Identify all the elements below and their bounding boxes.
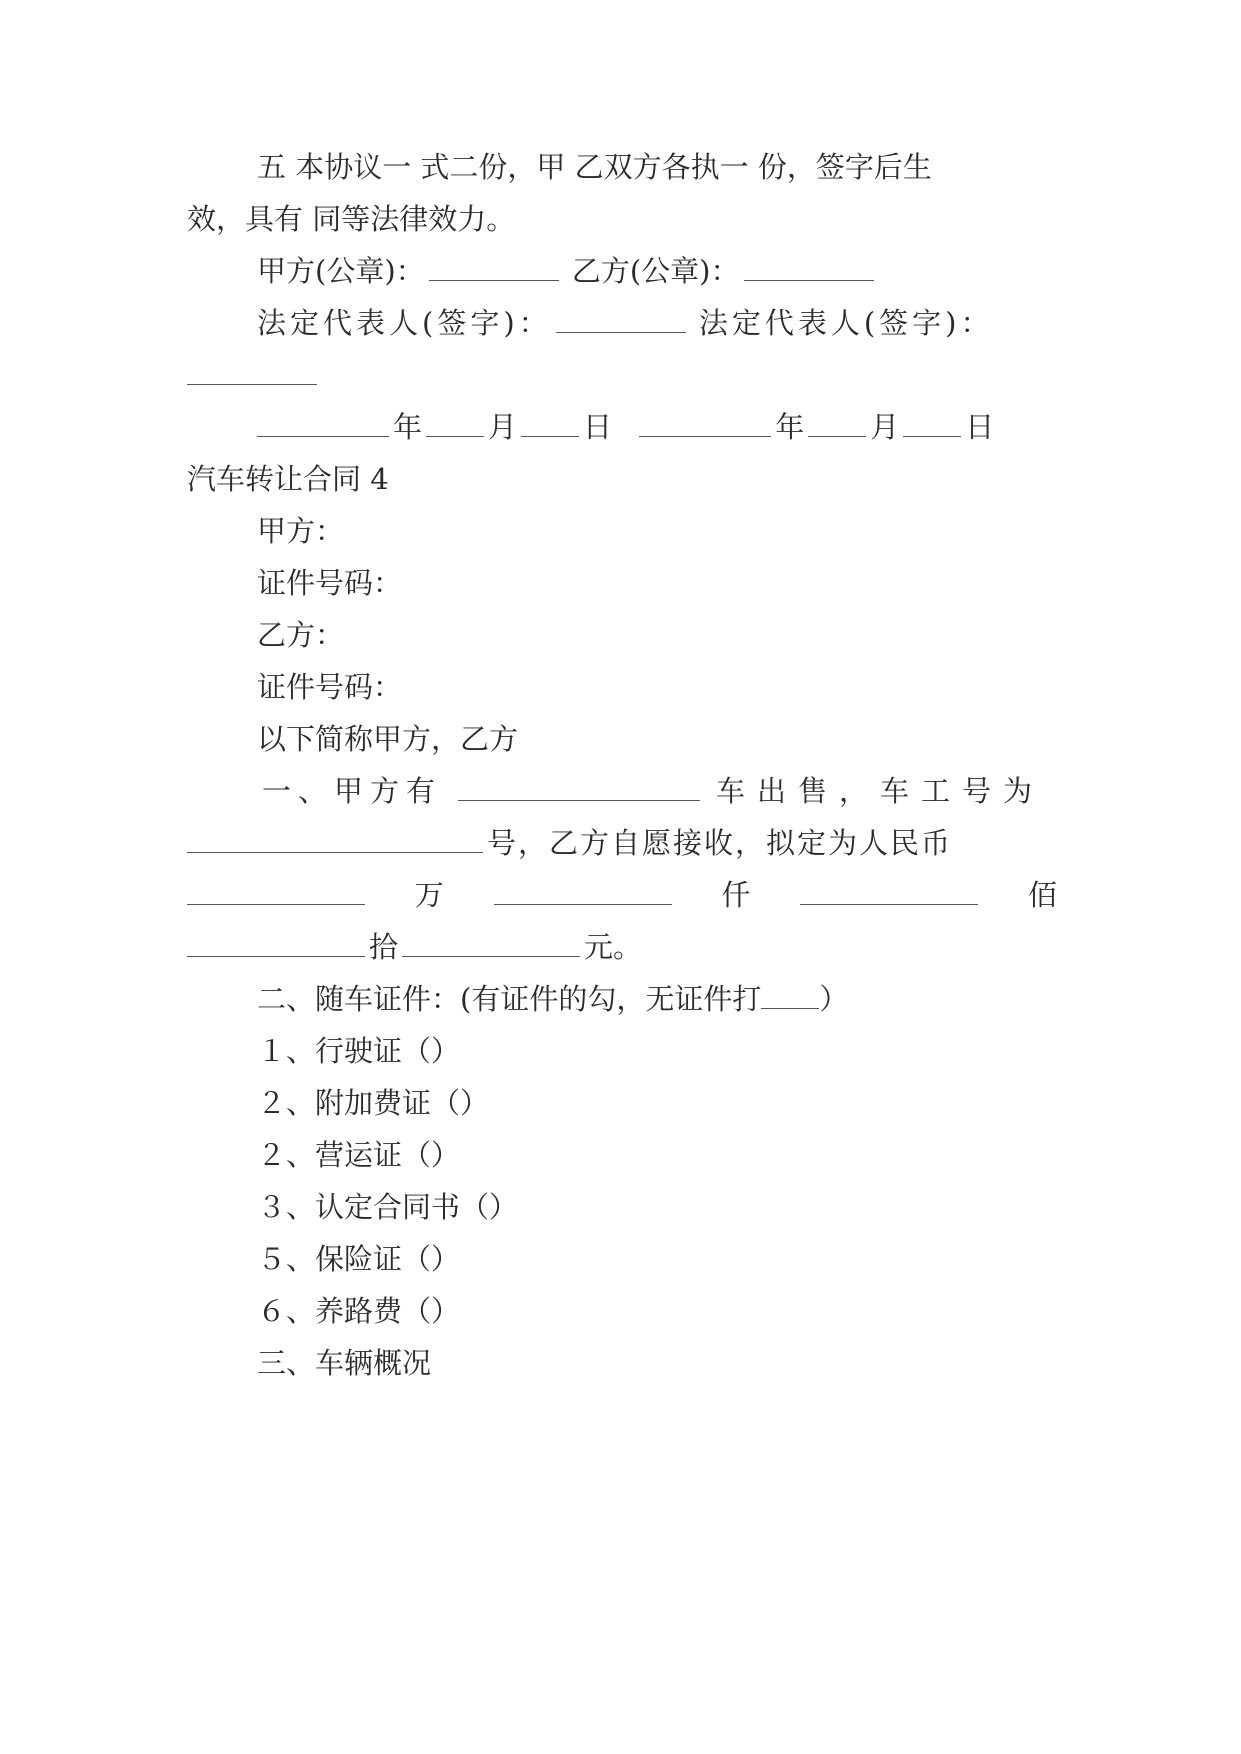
party-b-seal-blank (744, 258, 874, 281)
clause-5-line-2: 效，具有 同等法律效力。 (187, 202, 516, 236)
document-title: 汽车转让合同 4 (187, 462, 389, 496)
unit-wan: 万 (414, 878, 444, 912)
unit-shi: 拾 (369, 930, 399, 964)
doc-item-3: ２、营运证（） (257, 1138, 461, 1172)
date-a-month: 月 (488, 410, 518, 444)
clause-2-mark-blank (761, 986, 819, 1009)
party-a-id-label: 证件号码： (257, 566, 403, 600)
party-a-label: 甲方： (257, 514, 345, 548)
clause-5-line-1: 五 本协议一 式二份，甲 乙双方各执一 份，签字后生 (257, 150, 932, 184)
legal-rep-line (257, 303, 1127, 343)
clause-1-line-3 (187, 875, 1057, 915)
wan-blank (187, 882, 365, 905)
doc-item-4: ３、认定合同书（） (257, 1190, 519, 1224)
date-b-month: 月 (870, 410, 900, 444)
legal-rep-b-label: 法定代表人(签字)： (698, 306, 994, 340)
shi-blank (187, 934, 365, 957)
clause-1-part-1: 一、甲方有 (262, 774, 443, 808)
doc-item-6: ６、养路费（） (257, 1294, 461, 1328)
date-a-year-blank (257, 414, 389, 437)
clause-2-heading (257, 979, 1127, 1019)
clause-2-heading-close: ） (819, 982, 849, 1016)
unit-bai: 佰 (1027, 878, 1057, 912)
date-b-day-blank (903, 414, 961, 437)
date-b-year: 年 (775, 410, 805, 444)
clause-1-line-4 (187, 927, 1057, 967)
date-a-day-blank (521, 414, 579, 437)
yuan-blank (402, 934, 580, 957)
date-line (257, 407, 1127, 447)
abbreviation-note: 以下简称甲方，乙方 (257, 722, 519, 756)
date-b-day: 日 (965, 410, 995, 444)
date-b-month-blank (808, 414, 866, 437)
vehicle-type-blank (458, 778, 700, 801)
legal-rep-b-blank (187, 362, 317, 385)
party-a-seal-label: 甲方(公章)： (257, 254, 425, 288)
date-a-day: 日 (583, 410, 613, 444)
clause-2-heading-text: 二、随车证件：(有证件的勾，无证件打 (257, 982, 762, 1016)
doc-item-5: ５、保险证（） (257, 1242, 461, 1276)
unit-qian: 仟 (721, 878, 751, 912)
clause-1-part-3: 号，乙方自愿接收，拟定为人民币 (487, 826, 953, 860)
clause-3-heading: 三、车辆概况 (257, 1346, 432, 1380)
legal-rep-a-label: 法定代表人(签字)： (257, 306, 552, 340)
clause-1-line-2 (187, 823, 1057, 863)
bai-blank (800, 882, 978, 905)
doc-item-1: １、行驶证（） (257, 1034, 461, 1068)
clause-1-line-1 (262, 771, 1044, 811)
engine-number-blank (187, 830, 483, 853)
party-b-id-label: 证件号码： (257, 670, 403, 704)
unit-yuan: 元。 (584, 930, 643, 964)
clause-1-part-2: 车出售，车工号为 (715, 774, 1044, 808)
date-b-year-blank (639, 414, 771, 437)
party-a-seal-blank (429, 258, 559, 281)
party-b-label: 乙方： (257, 618, 345, 652)
date-a-month-blank (426, 414, 484, 437)
seal-line (257, 251, 1127, 291)
legal-rep-b-blank-line (187, 355, 1057, 395)
legal-rep-a-blank (556, 310, 686, 333)
party-b-seal-label: 乙方(公章)： (571, 254, 740, 288)
date-a-year: 年 (393, 410, 423, 444)
qian-blank (494, 882, 672, 905)
doc-item-2: ２、附加费证（） (257, 1086, 490, 1120)
